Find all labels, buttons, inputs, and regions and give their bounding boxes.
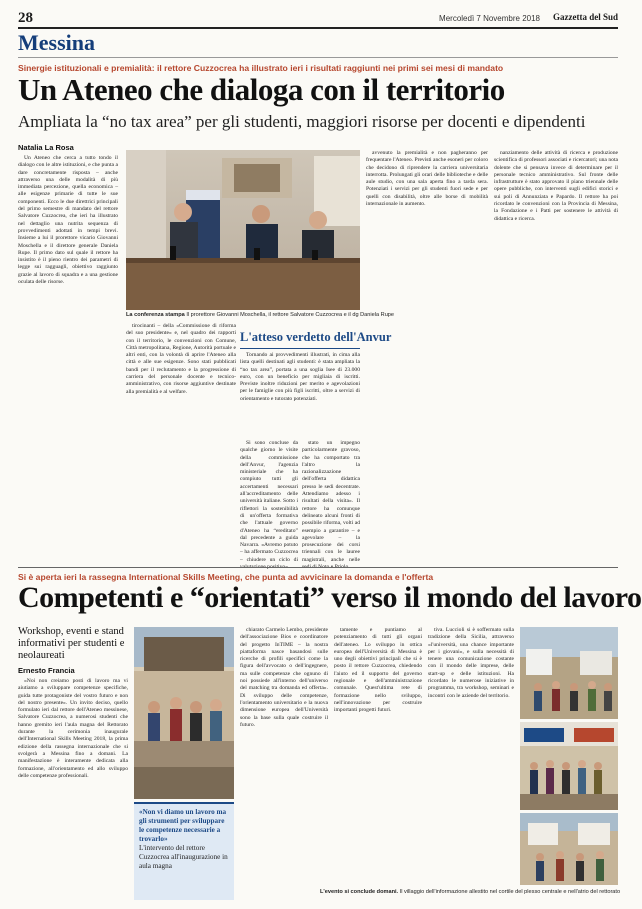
article1-subheadline: Ampliata la “no tax area” per gli studenti, maggiori risorse per docenti e dipendenti	[18, 112, 586, 131]
article1-column-2	[126, 323, 236, 563]
skills-meeting-photo-3	[520, 722, 618, 810]
issue-date: Mercoledì 7 Novembre 2018	[439, 14, 540, 23]
article1-headline: Un Ateneo che dialoga con il territorio	[18, 72, 505, 107]
article2-column-3	[334, 627, 422, 900]
pull-quote-box	[134, 802, 234, 900]
article1-column-1	[18, 155, 118, 563]
article2-kicker: Si è aperta ieri la rassegna International Skills Meeting, che punta ad avvicinare la domanda e l'offerta	[18, 572, 434, 582]
article1-column-4	[366, 150, 488, 563]
press-conference-photo	[126, 150, 360, 310]
photo2-caption-text: Il villaggio dell'informazione allestito nel cortile del plesso centrale e nell'atrio del rettorato	[399, 889, 621, 895]
photo1-caption	[126, 312, 395, 320]
sidebar-box-column-2	[302, 440, 360, 563]
article1-col2-text: tirocinanti – della «Commissione di riforma del suo presidente» e, nel quadro dei rapporti con il territorio, le convenzioni con Comune, Città metropolitana, Regione, Autorità portuale e altri enti, con la volontà di aprire l'Ateneo alla città e alle sue esigenze. Sono stati pubblicati bandi per il reclutamento e la progressione di carriera del personale docente e tecnico-amministrativo, con risorse aggiuntive destinate alla premialità e al welfare.	[126, 323, 236, 395]
newspaper-name: Gazzetta del Sud	[553, 12, 618, 22]
article2-col4-text: tiva. Luccioli si è soffermato sulla tradizione della Sicilia, attraverso «l'università, una chance importante per i giovani», e sulla necessità di tenere una comunicazione costante con il mondo delle imprese, delle start-up e delle istituzioni. Ha ricordato le numerose iniziative in programma, tra workshop, seminari e incontri con le aziende del territorio.	[428, 627, 514, 699]
article2-byline: Ernesto Francia	[18, 666, 75, 675]
sidebar-box-column-1	[240, 440, 298, 563]
article1-col1-text: Un Ateneo che cerca a tutto tondo il dialogo con le altre istituzioni, e che punta a dare concretamente risposta – anche attraverso una delle modalità di più immediata percezione, quella economica – alle esigenze primarie di tutte le sue componenti. Ecco le due direttrici principali del primo semestre di mandato del rettore Salvatore Cuzzocrea, che ieri ha illustrato nel dettaglio una nutrita sequenza di provvedimenti adottati in tempi brevi. Insieme a lui il prorettore vicario Giovanni Moschella e il direttore generale Daniela Rupe. Il primo dato sul quale il rettore ha insistito è il pieno rientro dei parametri di legge sui ragguagli, obiettivo raggiunto grazie al lavoro di squadra e a una gestione oculata delle risorse.	[18, 155, 118, 286]
sidebar-box-col2-text: stato un impegno particolarmente gravoso, che ha comportato tra l'altro la razionalizzazione dell'offerta didattica presso le sedi decentrate. Attendiamo adesso i risultati della visita». Il rettore ha comunque delineato alcuni fronti di possibile riforma, volti ad esempio a garantire – e agevolare – la prosecuzione dei corsi triennali con le lauree magistrali, anche nelle	[302, 440, 360, 563]
article2-col1-text: «Noi non creiamo posti di lavoro ma vi aiutiamo a sviluppare competenze specifiche, guida tutte protagoniste del vostro futuro e non del nostro presente». Un invito deciso, quello formulato ieri dal rettore dell'Ateneo messinese, Salvatore Cuzzocrea, a numerosi studenti che hanno gremito ieri l'aula magna del Rettorato durante la cerimonia inaugurale dell'International Skills Meeting 2018, la prima edizione della rassegna internazionale che si svolgerà a Messina fino a domani. La manifestazione è interamente dedicata alla formazione, all'orientamento ed allo sviluppo delle competenze professionali.	[18, 678, 128, 779]
article1-col3-text: Tornando ai provvedimenti illustrati, in cima alla lista quelli destinati agli studenti: è stata ampliata la “no tax area”, portata a una soglia Isee di 23.000 euro, con un beneficio per migliaia di iscritti. Previste inoltre riduzioni per merito e agevolazioni per le famiglie con più figli iscritti, oltre a servizi di orientamento e tutorato potenziati.	[240, 352, 360, 402]
pull-quote-text: «Non vi diamo un lavoro ma gli strumenti per sviluppare le competenze necessarie a trovarlo»	[139, 808, 227, 843]
article2-column-2	[240, 627, 328, 900]
article2-col2-text: chiarato Carmelo Lembo, presidente dell'associazione Bios e coordinatore del progetto InTIME – la nostra piattaforma nasce basandosi sulle ricerche di profili specifici come la figura dell'avvocato o dell'ingegnere, ma sulle competenze che ognuno di noi possiede all'interno dell'universo del matching tra domanda ed offerta». Di sviluppo delle competenze, l'orientamento universitario e la nuova dimensione europea dell'Università sono la base sulla quale costruire il futuro.	[240, 627, 328, 728]
skills-meeting-photo-2	[520, 627, 618, 719]
sidebar-box-title: L'atteso verdetto dell'Anvur	[240, 330, 392, 344]
photo2-caption	[320, 889, 621, 898]
photo1-caption-title: La conferenza stampa	[126, 312, 185, 318]
article2-column-1	[18, 678, 128, 900]
skills-meeting-photo-4	[520, 813, 618, 885]
pull-quote-sub: L'intervento del rettore Cuzzocrea all'inaugurazione in aula magna	[139, 844, 228, 870]
article2-sidekicker: Workshop, eventi e stand informativi per studenti e neolaureati	[18, 626, 125, 661]
article1-byline: Natalia La Rosa	[18, 143, 74, 152]
sidebar-box-col1-text: Si sono concluse da qualche giorno le visite della commissione dell'Anvur, l'agenzia ministeriale che ha compiuto tutti gli accertamenti necessari all'accreditamento delle università italiane. Sotto i riflettori la sostenibilità di un'offerta formativa che l'attuale governo d'Ateneo ha “ereditato” dal precedente a guida Navarra. «Avremo potuto – ha affermato Cuzzocrea – chiudere un ciclo di	[240, 440, 298, 563]
section-name: Messina	[18, 30, 95, 55]
photo2-caption-title: L'evento si conclude domani.	[320, 889, 399, 895]
article-divider	[18, 567, 618, 568]
page-number: 28	[18, 10, 33, 26]
article1-column-5	[494, 150, 618, 563]
article1-kicker: Sinergie istituzionali e premialità: il rettore Cuzzocrea ha illustrato ieri i risultati raggiunti nei primi sei mesi di mandato	[18, 63, 504, 73]
page-header	[18, 7, 618, 27]
article2-col3-text: tamente e puntiamo al potenziamento di tutti gli organi dell'ateneo. Lo sviluppo in ottica europea dell'Università di Messina è uno degli obiettivi principali che si è posto il rettore Cuzzocrea, chiedendo l'aiuto ed il supporto del governo regionale e dell'amministrazione comunale. Quest'ultima rete di formazione nello sviluppo, nell'innovazione per costruire importanti progetti futuri.	[334, 627, 422, 714]
article1-col4-text: avvenuto la premialità e non pagheranno per frequentare l'Ateneo. Previsti anche esoneri per coloro che decidono di riprendere la carriera universitaria interrotta. Prolungati gli orari delle biblioteche e delle aule studio, con una sala aperta fino a tarda sera. Potenziati i servizi per gli studenti fuori sede e per quelli con disabilità, oltre alle borse di mobilità internazionale in aumento.	[366, 150, 488, 208]
article1-col5-text: nanziamento delle attività di ricerca e produzione scientifica di professori associati e ricercatori; una nota dolente che si pensava invece di determinare per il personale tecnico amministrativo. Sul fronte delle infrastrutture è stato approvato il piano triennale delle opere pubbliche, con interventi sugli edifici storici e sui poli di Annunziata e Papardo. Il rettore ha poi ricordato le convenzioni con la Provincia di Messina, la Fondazione e i Patti per sostenere le attività di didattica e ricerca.	[494, 150, 618, 222]
sidebar-box-rule	[240, 348, 360, 349]
article2-headline: Competenti e “orientati” verso il mondo del lavoro	[18, 581, 642, 614]
article2-column-4	[428, 627, 514, 900]
skills-meeting-photo-1	[134, 627, 234, 799]
photo1-caption-text: Il prorettore Giovanni Moschella, il rettore Salvatore Cuzzocrea e il dg Daniela Rupe	[186, 312, 395, 318]
section-banner	[18, 27, 618, 58]
